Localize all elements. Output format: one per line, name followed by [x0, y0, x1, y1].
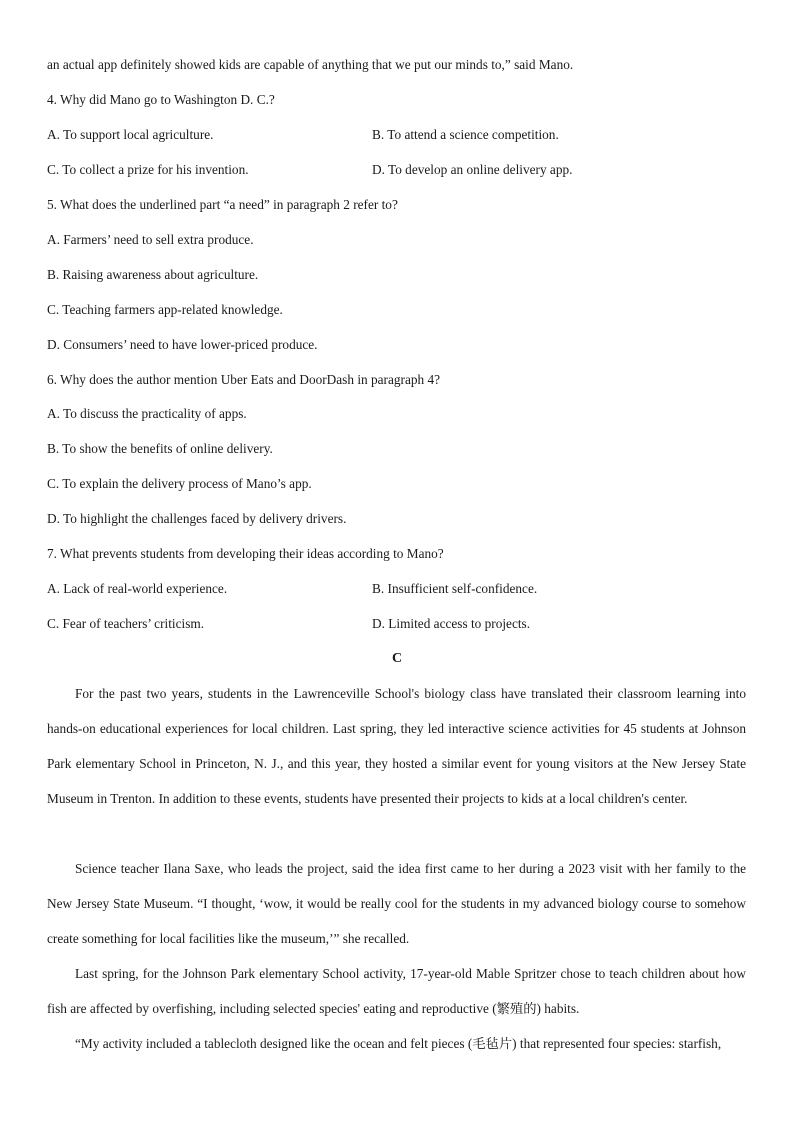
section-c-paragraph-2: Science teacher Ilana Saxe, who leads the project, said the idea first came to her during a 2023 visit with her family to the New Jersey State Museum. “I thought, ‘wow, it would be really cool for the students in my advanced biology course to somehow create something for local facilities like the museum,’” she recalled.	[47, 861, 746, 946]
section-c-paragraph-1: For the past two years, students in the Lawrenceville School's biology class have translated their classroom learning into hands-on educational experiences for local children. Last spring, they led interactive science activities for 45 students at Johnson Park elementary School in Princeton, N. J., and this year, they hosted a similar event for young visitors at the New Jersey State Museum in Trenton. In addition to these events, students have presented their projects to kids at a local children's center.	[47, 686, 746, 806]
question-4-option-c: C. To collect a prize for his invention.	[47, 162, 249, 177]
question-7-stem: 7. What prevents students from developing their ideas according to Mano?	[47, 546, 444, 561]
question-6-option-c: C. To explain the delivery process of Mano’s app.	[47, 476, 312, 491]
question-7-option-d: D. Limited access to projects.	[372, 616, 531, 631]
question-7-option-a: A. Lack of real-world experience.	[47, 581, 228, 596]
intro-tail-text: an actual app definitely showed kids are capable of anything that we put our minds to,” said Mano.	[47, 57, 574, 72]
section-c-paragraph-3: Last spring, for the Johnson Park elementary School activity, 17-year-old Mable Spritzer chose to teach children about how fish are affected by overfishing, including selected species' eating and reproductive (繁殖的) habits.	[47, 966, 746, 1016]
section-c-heading: C	[391, 651, 403, 666]
question-6-option-b: B. To show the benefits of online delivery.	[47, 441, 273, 456]
question-7-option-b: B. Insufficient self-confidence.	[372, 581, 538, 596]
question-4-option-b: B. To attend a science competition.	[372, 127, 559, 142]
question-5-stem: 5. What does the underlined part “a need” in paragraph 2 refer to?	[47, 197, 398, 212]
question-6-stem: 6. Why does the author mention Uber Eats and DoorDash in paragraph 4?	[47, 372, 441, 387]
section-c-paragraph-4: “My activity included a tablecloth designed like the ocean and felt pieces (毛毡片) that represented four species: starfish,	[75, 1036, 722, 1051]
question-7-option-c: C. Fear of teachers’ criticism.	[47, 616, 205, 631]
question-4-stem: 4. Why did Mano go to Washington D. C.?	[47, 92, 275, 107]
question-5-option-d: D. Consumers’ need to have lower-priced produce.	[47, 337, 318, 352]
question-6-option-d: D. To highlight the challenges faced by delivery drivers.	[47, 511, 347, 526]
question-4-option-a: A. To support local agriculture.	[47, 127, 214, 142]
question-5-option-b: B. Raising awareness about agriculture.	[47, 267, 259, 282]
question-4-option-d: D. To develop an online delivery app.	[372, 162, 573, 177]
question-5-option-c: C. Teaching farmers app-related knowledge.	[47, 302, 283, 317]
question-5-option-a: A. Farmers’ need to sell extra produce.	[47, 232, 254, 247]
question-6-option-a: A. To discuss the practicality of apps.	[47, 406, 247, 421]
